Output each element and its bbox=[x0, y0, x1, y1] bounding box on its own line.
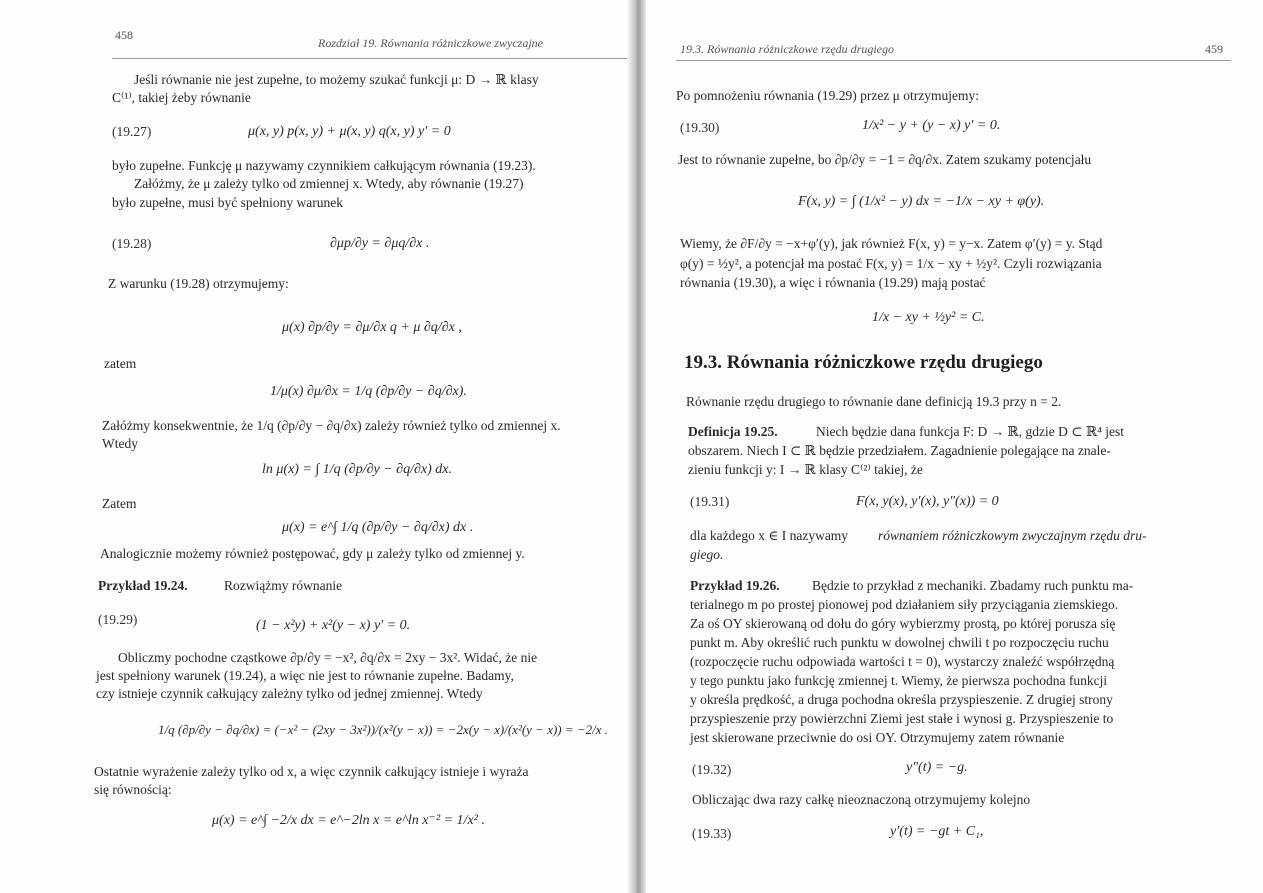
equation: y″(t) = −g. bbox=[906, 760, 968, 775]
text-line: giego. bbox=[690, 547, 724, 562]
equation-label: (19.27) bbox=[112, 124, 152, 139]
text-line: (rozpoczęcie ruchu odpowiada wartości t = 0), wystarczy znaleźć współrzędną bbox=[690, 654, 1115, 669]
equation: (1 − x²y) + x²(y − x) y′ = 0. bbox=[256, 618, 411, 633]
running-head: 19.3. Równania różniczkowe rzędu drugiego bbox=[680, 42, 894, 56]
text-line: Z warunku (19.28) otrzymujemy: bbox=[108, 276, 289, 291]
equation: 1/μ(x) ∂μ/∂x = 1/q (∂p/∂y − ∂q/∂x). bbox=[270, 384, 467, 399]
text-line: Wiemy, że ∂F/∂y = −x+φ′(y), jak również F(x, y) = y−x. Zatem φ′(y) = y. Stąd bbox=[680, 236, 1103, 251]
text-line: Wtedy bbox=[102, 436, 138, 451]
example-label: Przykład 19.26. bbox=[690, 578, 780, 593]
equation-label: (19.29) bbox=[98, 612, 138, 627]
text-line: dla każdego x ∈ I nazywamy bbox=[690, 528, 849, 543]
text-line: zieniu funkcji y: I → ℝ klasy C⁽²⁾ takiej, że bbox=[688, 462, 923, 477]
equation: ln μ(x) = ∫ 1/q (∂p/∂y − ∂q/∂x) dx. bbox=[262, 462, 452, 477]
text-line: Załóżmy, że μ zależy tylko od zmiennej x. Wtedy, aby równanie (19.27) bbox=[134, 176, 524, 191]
text-line: y tego punktu jako funkcję zmiennej t. Wiemy, że pierwsza pochodna funkcji bbox=[690, 673, 1108, 688]
text-line: jest spełniony warunek (19.24), a więc nie jest to równanie zupełne. Badamy, bbox=[96, 668, 514, 683]
text-line: Obliczmy pochodne cząstkowe ∂p/∂y = −x², ∂q/∂x = 2xy − 3x². Widać, że nie bbox=[118, 650, 538, 665]
text-line: Równanie rzędu drugiego to równanie dane definicją 19.3 przy n = 2. bbox=[686, 394, 1062, 409]
page-number: 458 bbox=[115, 28, 133, 42]
text-line: Zatem bbox=[102, 496, 137, 511]
page-number: 459 bbox=[1205, 42, 1223, 56]
text-line: czy istnieje czynnik całkujący zależny tylko od jednej zmiennej. Wtedy bbox=[96, 686, 483, 701]
text-line: punkt m. Aby określić ruch punktu w dowolnej chwili t po rozpoczęciu ruchu bbox=[690, 635, 1109, 650]
equation: F(x, y) = ∫ (1/x² − y) dx = −1/x − xy + φ(y). bbox=[798, 194, 1045, 209]
text-line: y określa prędkość, a druga pochodna określa przyspieszenie. Z drugiej strony bbox=[690, 692, 1113, 707]
text-line: zatem bbox=[104, 356, 137, 371]
example-label: Przykład 19.24. bbox=[98, 578, 188, 593]
text-line: było zupełne, musi być spełniony warunek bbox=[112, 195, 343, 210]
equation-label: (19.32) bbox=[692, 762, 732, 777]
text-line: przyspieszenie przy powierzchni Ziemi jest stałe i wynosi g. Przyspieszenie to bbox=[690, 711, 1114, 726]
right-page bbox=[640, 0, 1263, 893]
equation: 1/x² − y + (y − x) y′ = 0. bbox=[862, 118, 1001, 133]
text-line: się równością: bbox=[94, 782, 172, 797]
equation-label: (19.30) bbox=[680, 120, 720, 135]
text-line: Ostatnie wyrażenie zależy tylko od x, a więc czynnik całkujący istnieje i wyraża bbox=[94, 764, 529, 779]
text-line: Po pomnożeniu równania (19.29) przez μ otrzymujemy: bbox=[676, 88, 980, 103]
text-line: C⁽¹⁾, takiej żeby równanie bbox=[112, 90, 251, 105]
text-line: Jeśli równanie nie jest zupełne, to możemy szukać funkcji μ: D → ℝ klasy bbox=[134, 72, 539, 87]
text-line: równaniem różniczkowym zwyczajnym rzędu dru- bbox=[878, 528, 1147, 543]
text-line: Obliczając dwa razy całkę nieoznaczoną otrzymujemy kolejno bbox=[692, 792, 1031, 807]
equation: y′(t) = −gt + C₁, bbox=[890, 824, 984, 839]
text-line: obszarem. Niech I ⊂ ℝ będzie przedziałem. Zagadnienie polegające na znale- bbox=[688, 443, 1111, 458]
equation-label: (19.31) bbox=[690, 494, 730, 509]
equation-label: (19.28) bbox=[112, 236, 152, 251]
text-line: Za oś OY skierowaną od dołu do góry wybierzmy prostą, po której porusza się bbox=[690, 616, 1116, 631]
equation: μ(x) = e^∫ 1/q (∂p/∂y − ∂q/∂x) dx . bbox=[282, 520, 474, 535]
equation: F(x, y(x), y′(x), y″(x)) = 0 bbox=[856, 494, 999, 509]
section-title: 19.3. Równania różniczkowe rzędu drugiego bbox=[684, 352, 1043, 373]
header-rule bbox=[112, 58, 627, 59]
text-line: Będzie to przykład z mechaniki. Zbadamy ruch punktu ma- bbox=[812, 578, 1134, 593]
equation: 1/x − xy + ½y² = C. bbox=[872, 310, 985, 325]
text-line: Analogicznie możemy również postępować, gdy μ zależy tylko od zmiennej y. bbox=[100, 546, 525, 561]
text-line: Rozwiążmy równanie bbox=[224, 578, 343, 593]
equation-label: (19.33) bbox=[692, 826, 732, 841]
text-line: jest skierowane przeciwnie do osi OY. Otrzymujemy zatem równanie bbox=[690, 730, 1065, 745]
text-line: równania (19.30), a więc i równania (19.29) mają postać bbox=[680, 275, 986, 290]
equation: μ(x, y) p(x, y) + μ(x, y) q(x, y) y′ = 0 bbox=[248, 124, 451, 139]
text-line: φ(y) = ½y², a potencjał ma postać F(x, y) = 1/x − xy + ½y². Czyli rozwiązania bbox=[680, 256, 1102, 271]
equation: μ(x) = e^∫ −2/x dx = e^−2ln x = e^ln x⁻² = 1/x² . bbox=[212, 813, 485, 828]
equation: ∂μp/∂y = ∂μq/∂x . bbox=[330, 236, 430, 251]
text-line: terialnego m po prostej pionowej pod działaniem siły przyciągania ziemskiego. bbox=[690, 597, 1119, 612]
text-line: Załóżmy konsekwentnie, że 1/q (∂p/∂y − ∂q/∂x) zależy również tylko od zmiennej x. bbox=[102, 418, 561, 433]
header-rule bbox=[676, 60, 1231, 61]
text-line: było zupełne. Funkcję μ nazywamy czynnikiem całkującym równania (19.23). bbox=[112, 158, 536, 173]
equation: 1/q (∂p/∂y − ∂q/∂x) = (−x² − (2xy − 3x²))/(x²(y − x)) = −2x(y − x)/(x²(y − x)) = −2/x . bbox=[158, 722, 609, 737]
equation: μ(x) ∂p/∂y = ∂μ/∂x q + μ ∂q/∂x , bbox=[282, 320, 462, 335]
running-head: Rozdział 19. Równania różniczkowe zwyczajne bbox=[318, 36, 543, 50]
definition-label: Definicja 19.25. bbox=[688, 424, 778, 439]
text-line: Jest to równanie zupełne, bo ∂p/∂y = −1 = ∂q/∂x. Zatem szukamy potencjału bbox=[678, 152, 1092, 167]
text-line: Niech będzie dana funkcja F: D → ℝ, gdzie D ⊂ ℝ⁴ jest bbox=[816, 424, 1124, 439]
